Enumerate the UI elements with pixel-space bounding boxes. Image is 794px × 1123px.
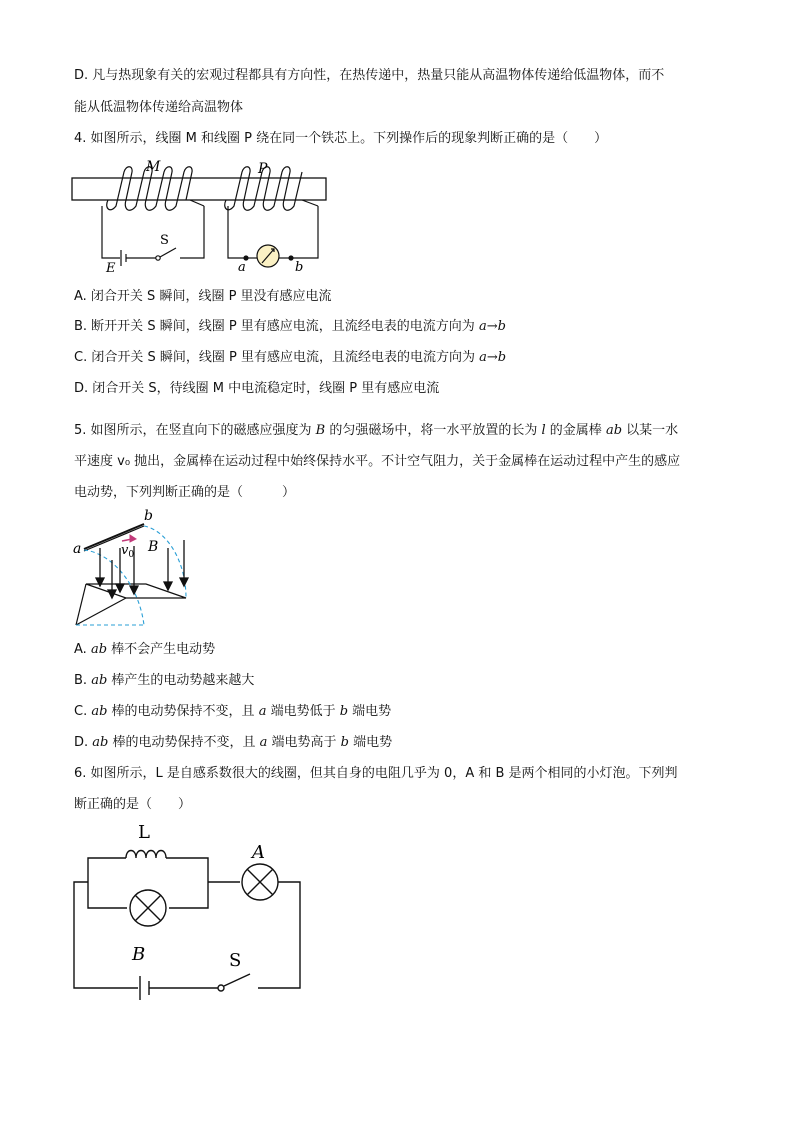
option-text: 端电势 xyxy=(348,735,393,750)
label-a: a xyxy=(73,541,82,557)
q5-stem-text: 的匀强磁场中，将一水平放置的长为 xyxy=(325,423,542,438)
option-prefix: C. xyxy=(74,704,92,719)
q4-option-c-text: C. 闭合开关 S 瞬间，线圈 P 里有感应电流，且流经电表的电流方向为 xyxy=(74,350,480,365)
q3-option-d-line2: 能从低温物体传递给高温物体 xyxy=(74,100,244,115)
end-b: b xyxy=(339,704,349,719)
option-prefix: D. xyxy=(74,735,93,750)
option-text: 棒产生的电动势越来越大 xyxy=(107,673,255,688)
option-text: 端电势高于 xyxy=(267,735,341,750)
label-m: M xyxy=(146,159,161,175)
q5-stem-text: 以某一水 xyxy=(622,423,679,438)
end-b: b xyxy=(340,735,349,750)
q4-option-c-direction: a→b xyxy=(479,350,507,365)
rod-name: ab xyxy=(91,704,108,719)
q5-stem-text: 5. 如图所示，在竖直向下的磁感应强度为 xyxy=(74,423,316,438)
end-a: a xyxy=(259,735,268,750)
option-text: 端电势低于 xyxy=(266,704,340,719)
label-a: A xyxy=(252,842,265,863)
q4-stem: 4. 如图所示，线圈 M 和线圈 P 绕在同一个铁芯上。下列操作后的现象判断正确的是（ ） xyxy=(74,131,608,146)
q5-stem-text: 的金属棒 xyxy=(545,423,606,438)
q5-stem-B: B xyxy=(315,423,326,438)
label-p: P xyxy=(258,161,268,177)
q6-stem-line1: 6. 如图所示，L 是自感系数很大的线圈，但其自身的电阻几乎为 0，A 和 B 是两个相同的小灯泡。下列判 xyxy=(74,766,678,781)
option-text: 棒的电动势保持不变，且 xyxy=(108,735,260,750)
label-a: a xyxy=(238,260,246,275)
end-a: a xyxy=(258,704,267,719)
q3-option-d-line1: D. 凡与热现象有关的宏观过程都具有方向性，在热传递中，热量只能从高温物体传递给低温物体，而不 xyxy=(74,68,665,83)
label-s: S xyxy=(229,950,242,971)
option-prefix: A. xyxy=(74,642,91,657)
rod-name: ab xyxy=(92,735,109,750)
q4-option-d: D. 闭合开关 S，待线圈 M 中电流稳定时，线圈 P 里有感应电流 xyxy=(74,381,440,396)
rod-name: ab xyxy=(90,642,108,657)
switch-s-pivot xyxy=(218,985,224,991)
q4-option-b-text: B. 断开开关 S 瞬间，线圈 P 里有感应电流，且流经电表的电流方向为 xyxy=(74,319,479,334)
label-e: E xyxy=(106,261,116,276)
q5-stem-line2: 平速度 v₀ 抛出，金属棒在运动过程中始终保持水平。不计空气阻力，关于金属棒在运动过程中产生的感应 xyxy=(74,454,681,469)
label-v0: $v_0$ xyxy=(121,543,135,560)
label-l: L xyxy=(138,822,150,843)
q5-stem-ab: ab xyxy=(605,423,623,438)
label-b: b xyxy=(144,508,153,524)
q4-option-b-direction: a→b xyxy=(478,319,506,334)
label-B: B xyxy=(148,539,159,555)
option-prefix: B. xyxy=(74,673,92,688)
q4-option-a: A. 闭合开关 S 瞬间，线圈 P 里没有感应电流 xyxy=(74,289,332,304)
option-text: 棒不会产生电动势 xyxy=(107,642,216,657)
q5-stem-l: l xyxy=(541,423,546,438)
q5-stem-line3: 电动势，下列判断正确的是（ ） xyxy=(74,485,296,500)
option-text: 端电势 xyxy=(348,704,392,719)
label-b: b xyxy=(295,260,304,275)
label-s: S xyxy=(160,233,169,248)
switch-s-blade xyxy=(224,974,250,986)
rod-name: ab xyxy=(91,673,108,688)
q6-stem-line2: 断正确的是（ ） xyxy=(74,797,192,812)
label-b: B xyxy=(132,944,146,965)
option-text: 棒的电动势保持不变，且 xyxy=(107,704,259,719)
inductor-l xyxy=(126,851,166,859)
